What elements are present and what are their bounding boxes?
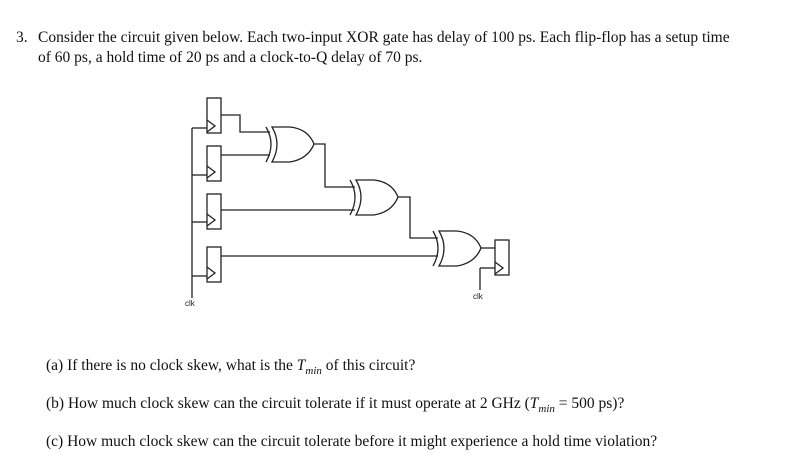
part-c: (c) How much clock skew can the circuit tolerate before it might experience a hold time violation? [46, 433, 658, 450]
part-b: (b) How much clock skew can the circuit tolerate if it must operate at 2 GHz ($T_{min} = 500$ ps)? [46, 395, 625, 416]
xor3-back [433, 231, 438, 266]
xor-gate-2 [356, 180, 398, 215]
flip-flop-1 [207, 98, 221, 133]
xor-gate-3 [439, 231, 481, 266]
part-a: (a) If there is no clock skew, what is the $T_{min}$ of this circuit? [46, 357, 416, 378]
question-number: 3. [16, 29, 28, 46]
question-line-1: Consider the circuit given below. Each two-input XOR gate has delay of 100 ps. Each flip-flop has a setup time [38, 29, 730, 46]
flip-flop-out [495, 240, 509, 275]
xor-gate-1 [272, 127, 314, 162]
clk-label-right: clk [473, 292, 483, 301]
clk-label-left: clk [185, 299, 195, 308]
question-line-2: of 60 ps, a hold time of 20 ps and a clock-to-Q delay of 70 ps. [38, 49, 423, 66]
